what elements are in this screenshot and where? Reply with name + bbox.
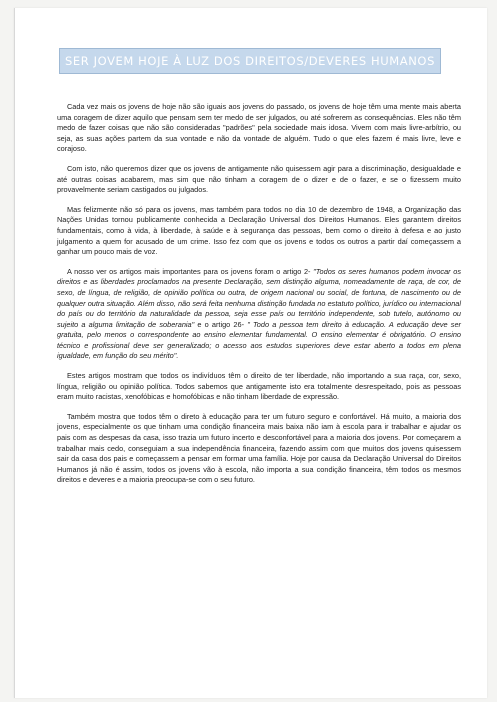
article-26-quote: " Todo a pessoa tem direito à educação. A educação deve ser gratuita, pelo menos o correspondente ao ensino elementar fundamental. O ensino elementar é obrigatório. O ensino técnico e profissional deve ser generalizado; o acesso aos estudos superiores deve estar aberto a todos em plena igualdade, em função do seu mérito". bbox=[57, 319, 462, 361]
paragraph-6: Também mostra que todos têm o direto à educação para ter um futuro seguro e confortável. Há muito, a maioria dos jovens, especialmente os que tinham uma condição financeira mais baixa não iam à escola para ir trabalhar e ajudar os pais com as despesas da casa, isso trazia um futuro incerto e desconfortável para a maioria dos jovens. Por começarem a trabalhar mais cedo, conseguiam a sua independência financeira, fazendo assim com que muitos dos jovens quisessem sair da casa dos pais e começassem a pensar em formar uma família. Hoje por causa da Declaração Universal do Direitos Humanos já não é assim, todos os jovens vão à escola, não importa a sua condição financeira, têm todos os mesmos direitos e deveres e a maioria preocupa-se com o seu futuro. bbox=[57, 411, 461, 485]
paragraph-4 bbox=[57, 267, 461, 362]
paragraph-3: Mas felizmente não só para os jovens, mas também para todos no dia 10 de dezembro de 1948, a Organização das Nações Unidas tornou publicamente conhecida a Declaração Universal dos Direitos Humanos. Eles garantem direitos fundamentais, como à vida, à liberdade, à saúde e à segurança das pessoas, bem como o direito à defesa e ao justo julgamento a quem for acusado de um crime. Isso fez com que os jovens e todos os outros a partir daí começassem a ganhar um pouco mais de voz. bbox=[57, 204, 461, 257]
document-title: SER JOVEM HOJE À LUZ DOS DIREITOS/DEVERES HUMANOS bbox=[65, 54, 435, 68]
paragraph-5: Estes artigos mostram que todos os indivíduos têm o direito de ter liberdade, não importando a sua raça, cor, sexo, língua, religião ou opinião política. Todos sabemos que antigamente isto era totalmente desrespeitado, pois as pessoas eram muito racistas, xenofóbicas e homofóbicas e não tinham liberdade de expressão. bbox=[57, 371, 461, 402]
paragraph-4-mid: e o artigo 26- bbox=[194, 319, 248, 329]
title-banner bbox=[59, 48, 441, 74]
paragraph-1: Cada vez mais os jovens de hoje não são iguais aos jovens do passado, os jovens de hoje têm uma mente mais aberta uma coragem de dizer aquilo que pensam sem ter medo de ser julgados, ou até sofrerem as consequências. Eles não têm medo de fazer coisas que não são consideradas "padrões" pela sociedade mais idosa. Vivem com mais livre-arbítrio, ou seja, as suas ações partem da sua vontade e não da vontade de alguém. Tudo o que eles fazem é mais livre, leve e corajoso. bbox=[57, 102, 461, 154]
paragraph-2: Com isto, não queremos dizer que os jovens de antigamente não quisessem agir para a discriminação, desigualdade e até outras coisas acabarem, mas sim que não tinham a coragem de o dizer e de o fazer, e se o fizessem muito provavelmente seriam castigados ou julgados. bbox=[57, 163, 461, 195]
paragraph-4-lead: A nosso ver os artigos mais importantes para os jovens foram o artigo 2- bbox=[67, 266, 314, 276]
document-page bbox=[14, 8, 487, 698]
article-2-quote: "Todos os seres humanos podem invocar os direitos e as liberdades proclamados na presente Declaração, sem distinção alguma, nomeadamente de raça, de cor, de sexo, de língua, de religião, de opinião política ou outra, de origem nacional ou social, de fortuna, de nascimento ou de qualquer outra situação. Além disso, não será feita nenhuma distinção fundada no estatuto político, jurídico ou internacional do país ou do território da naturalidade da pessoa, seja esse país ou território independente, sob tutelo, autónomo ou sujeito a alguma limitação de soberania" bbox=[57, 266, 461, 329]
document-body bbox=[57, 102, 461, 495]
